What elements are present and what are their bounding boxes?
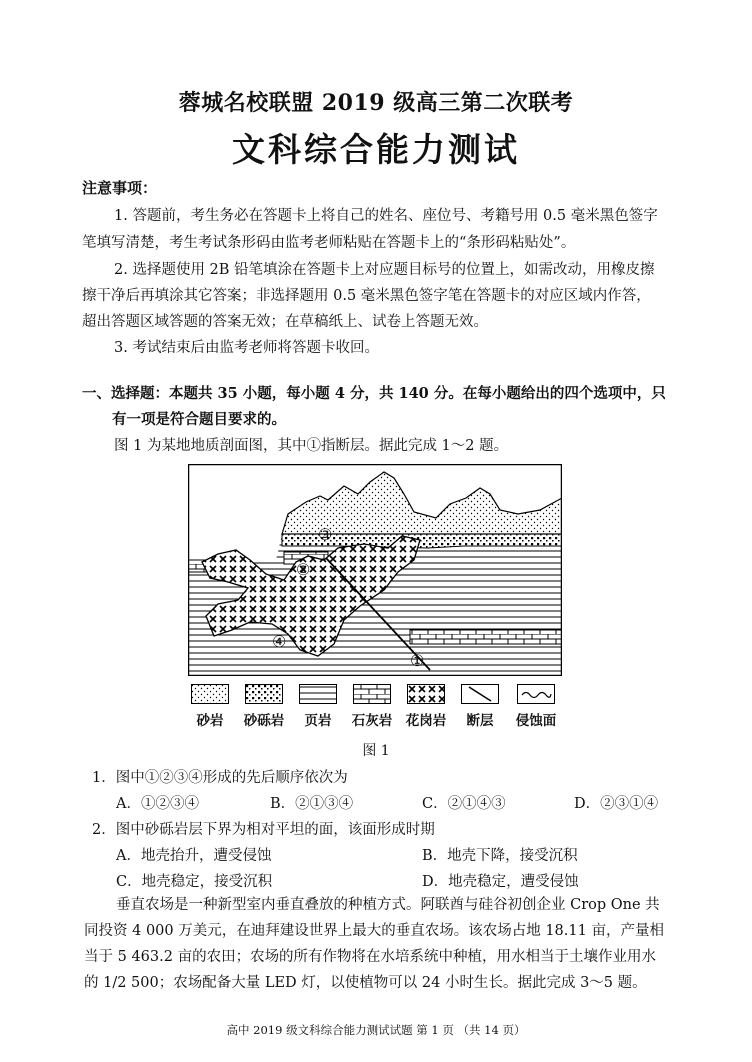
notice-item1-line2: 笔填写清楚，考生考试条形码由监考老师粘贴在答题卡上的“条形码粘贴处”。 bbox=[82, 235, 576, 251]
label-2: ② bbox=[296, 560, 311, 579]
legend-sandstone bbox=[188, 684, 232, 729]
label-3: ③ bbox=[318, 525, 333, 544]
q1-option-d: D．②③①④ bbox=[574, 796, 659, 812]
notice-item2-line3: 超出答题区域答题的答案无效；在草稿纸上、试卷上答题无效。 bbox=[82, 314, 488, 330]
legend-label: 花岗岩 bbox=[405, 713, 447, 729]
notice-item2-line2: 擦干净后再填涂其它答案；非选择题用 0.5 毫米黑色签字笔在答题卡的对应区域内作答， bbox=[82, 288, 651, 304]
legend-shale bbox=[296, 684, 340, 729]
legend-granite bbox=[404, 684, 448, 729]
section1-heading-line2: 有一项是符合题目要求的。 bbox=[112, 411, 286, 428]
q1-option-b: B．②①③④ bbox=[270, 796, 354, 812]
sandstone-swatch bbox=[191, 684, 229, 704]
shale-swatch bbox=[299, 684, 337, 704]
page-footer: 高中 2019 级文科综合能力测试试题 第 1 页 （共 14 页） bbox=[226, 1023, 526, 1037]
conglomerate-swatch bbox=[245, 684, 283, 704]
q1-option-c: C．②①④③ bbox=[422, 796, 506, 812]
q2-stem: 2．图中砂砾岩层下界为相对平坦的面，该面形成时期 bbox=[92, 822, 435, 838]
legend-conglomerate bbox=[242, 684, 286, 729]
passage-line1: 垂直农场是一种新型室内垂直叠放的种植方式。阿联酋与硅谷初创企业 Crop One 共 bbox=[116, 897, 660, 913]
notice-heading: 注意事项： bbox=[82, 179, 158, 197]
label-1: ① bbox=[410, 651, 425, 670]
passage-line2: 同投资 4 000 万美元，在迪拜建设世界上最大的垂直农场。该农场占地 18.11 亩，产量相 bbox=[84, 923, 664, 939]
limestone-swatch bbox=[353, 684, 391, 704]
notice-item1-line1: 1. 答题前，考生务必在答题卡上将自己的姓名、座位号、考籍号用 0.5 毫米黑色签字 bbox=[114, 208, 658, 224]
section1-heading-line1: 一、选择题：本题共 35 小题，每小题 4 分，共 140 分。在每小题给出的四个选项中，只 bbox=[82, 385, 666, 402]
page-title-line2: 文科综合能力测试 bbox=[232, 130, 520, 169]
legend-label: 断层 bbox=[466, 713, 494, 729]
legend-erosion-surface bbox=[514, 684, 558, 729]
notice-item3: 3. 考试结束后由监考老师将答题卡收回。 bbox=[114, 340, 379, 356]
granite-swatch bbox=[407, 684, 445, 704]
passage-line3: 当于 5 463.2 亩的农田；农场的所有作物将在水培系统中种植，用水相当于土壤作业用水 bbox=[84, 949, 657, 965]
q2-option-d: D．地壳稳定，遭受侵蚀 bbox=[422, 874, 579, 890]
legend-label: 侵蚀面 bbox=[515, 713, 557, 729]
notice-item2-line1: 2. 选择题使用 2B 铅笔填涂在答题卡上对应题目标号的位置上，如需改动，用橡皮擦 bbox=[114, 262, 655, 278]
label-4: ④ bbox=[272, 632, 287, 651]
page-title-line1: 蓉城名校联盟 2019 级高三第二次联考 bbox=[178, 90, 574, 116]
q2-option-a: A．地壳抬升，遭受侵蚀 bbox=[116, 848, 272, 864]
legend-fault bbox=[458, 684, 502, 729]
q2-option-c: C．地壳稳定，接受沉积 bbox=[116, 874, 273, 890]
geologic-cross-section bbox=[188, 464, 562, 676]
legend-label: 砂砾岩 bbox=[243, 713, 285, 729]
q1-option-a: A．①②③④ bbox=[116, 796, 199, 812]
figure-caption: 图 1 bbox=[362, 743, 390, 759]
q2-option-b: B．地壳下降，接受沉积 bbox=[422, 848, 578, 864]
passage-line4: 的 1/2 500；农场配备大量 LED 灯，以使植物可以 24 小时生长。据此完成 3～5 题。 bbox=[84, 975, 647, 991]
erosion-surface-swatch bbox=[517, 684, 555, 704]
figure-intro: 图 1 为某地地质剖面图，其中①指断层。据此完成 1～2 题。 bbox=[114, 438, 509, 454]
legend-label: 砂岩 bbox=[196, 713, 224, 729]
q1-stem: 1．图中①②③④形成的先后顺序依次为 bbox=[92, 770, 348, 786]
legend-limestone bbox=[350, 684, 394, 729]
legend-label: 石灰岩 bbox=[351, 713, 393, 729]
fault-swatch bbox=[461, 684, 499, 704]
legend-label: 页岩 bbox=[304, 713, 332, 729]
